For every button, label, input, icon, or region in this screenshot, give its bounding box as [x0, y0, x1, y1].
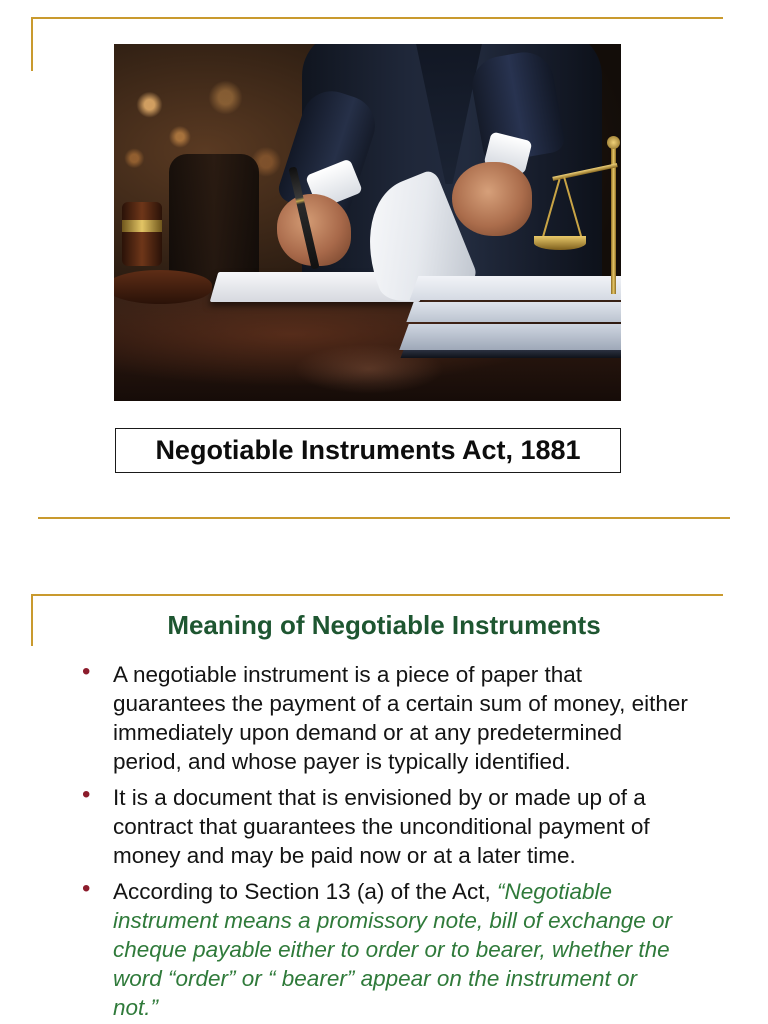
statutory-quote-line: instrument means a promissory note, bill of exchange or [113, 908, 673, 933]
slide-heading: Meaning of Negotiable Instruments [167, 610, 601, 640]
section-reference-text: According to Section 13 (a) of the Act, [113, 879, 497, 904]
top-rule [32, 17, 723, 19]
document-stack-layer [410, 276, 621, 300]
scales-of-justice-finial [607, 136, 620, 149]
divider-rule [38, 517, 730, 519]
bullet-text-line: immediately upon demand or at any predetermined [113, 720, 623, 745]
document-binding [401, 350, 621, 358]
scales-of-justice-pan [534, 236, 586, 250]
document-stack-layer [399, 324, 621, 350]
gavel-sound-block [114, 270, 212, 304]
bullet-text-line: It is a document that is envisioned by or made up of a [113, 785, 646, 810]
bullet-text-line: A negotiable instrument is a piece of paper that [113, 662, 583, 687]
statutory-quote-line: word “order” or “ bearer” appear on the instrument or [113, 966, 637, 991]
slide-title: Negotiable Instruments Act, 1881 [155, 435, 581, 465]
statutory-quote-text: “Negotiable [496, 879, 613, 904]
right-hand [452, 162, 532, 236]
top-left-accent [31, 17, 33, 71]
gavel-icon [122, 202, 162, 266]
bullet-text-line [113, 877, 768, 906]
bullet-marker: • [82, 781, 91, 808]
lawyer-signing-documents-photo [114, 44, 621, 401]
bullet-marker: • [82, 658, 91, 685]
statutory-quote-line: cheque payable either to order or to bearer, whether the [113, 937, 670, 962]
bullet-item [82, 875, 768, 1022]
bullet-text-line: guarantees the payment of a certain sum of money, either [113, 691, 688, 716]
slide2-top-rule [31, 594, 723, 596]
bullet-item [82, 781, 768, 870]
document-stack-layer [406, 302, 621, 322]
bullet-text-line: period, and whose payer is typically identified. [113, 749, 571, 774]
statutory-quote-line: not.” [113, 995, 159, 1020]
bullet-list [0, 660, 768, 1022]
bullet-item [82, 658, 768, 776]
bullet-text-line: money and may be paid now or at a later time. [113, 843, 576, 868]
bullet-text-line: contract that guarantees the unconditional payment of [113, 814, 650, 839]
gavel-band [122, 220, 162, 232]
title-box [115, 428, 621, 473]
bullet-marker: • [82, 875, 91, 902]
